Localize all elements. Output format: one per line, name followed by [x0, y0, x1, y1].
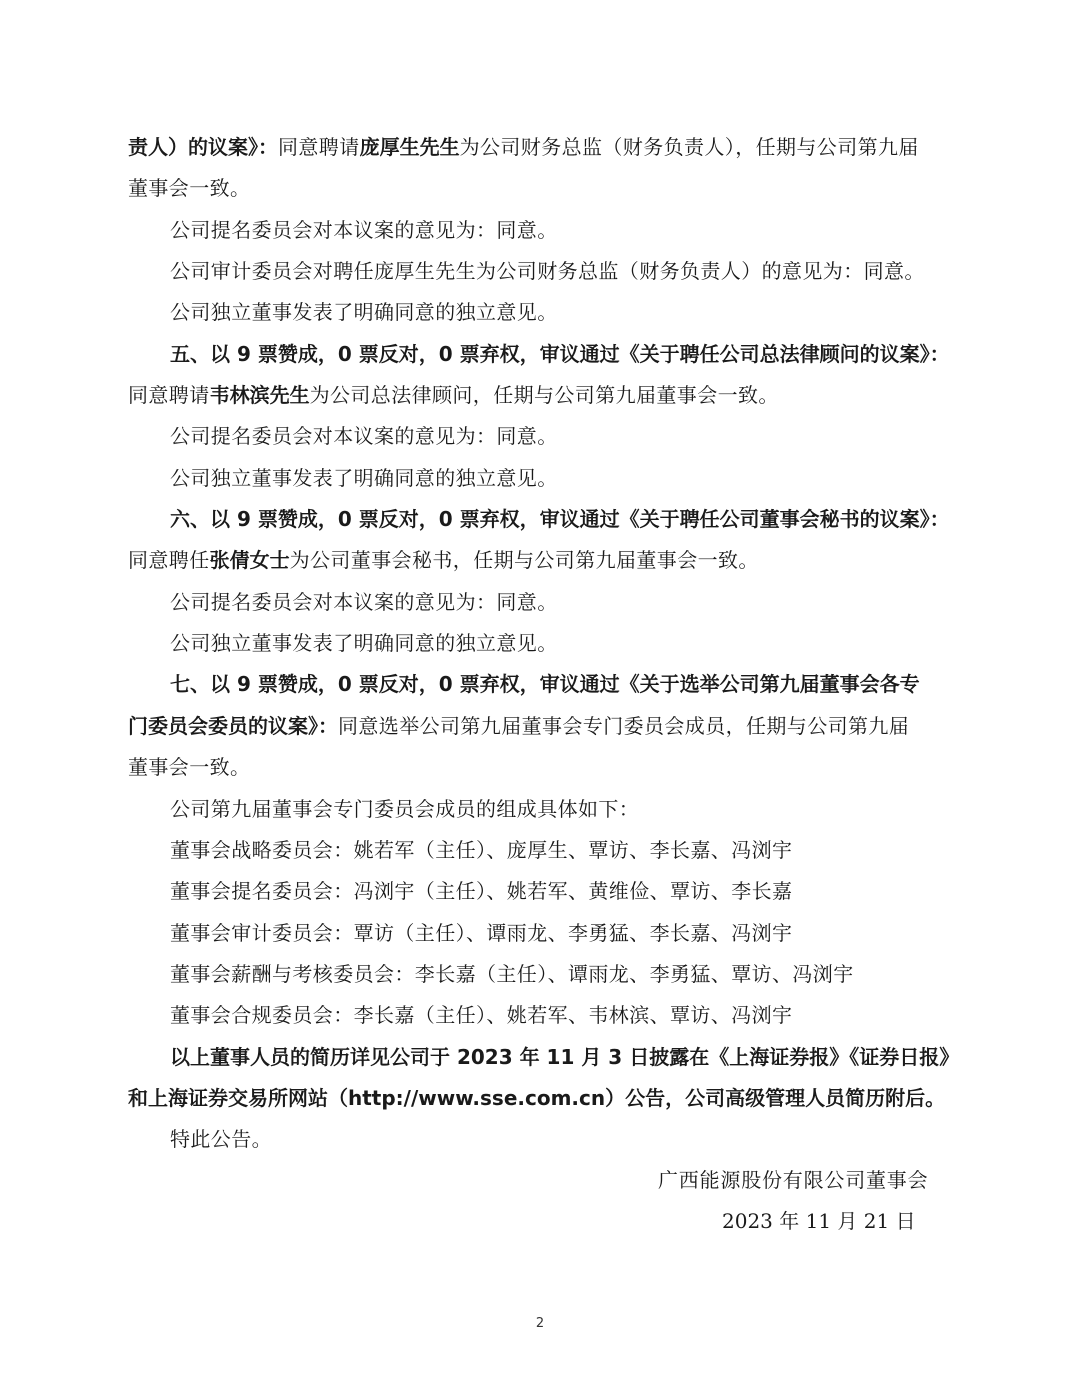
independent-director-opinion: 公司独立董事发表了明确同意的独立意见。: [170, 300, 558, 325]
item6-text: 为公司董事会秘书，任期与公司第九届董事会一致。: [289, 548, 759, 573]
item4-continuation-line: [128, 127, 954, 168]
independent-director-opinion: 公司独立董事发表了明确同意的独立意见。: [170, 465, 558, 490]
item5-heading: 五、以 9 票赞成，0 票反对，0 票弃权，审议通过《关于聘任公司总法律顾问的议案》：: [170, 341, 950, 366]
committee-intro: 公司第九届董事会专门委员会成员的组成具体如下：: [170, 796, 640, 821]
committee-compliance: 董事会合规委员会：李长嘉（主任）、姚若军、韦林滨、覃访、冯浏宇: [170, 1003, 793, 1028]
item7-title-tail: 门委员会委员的议案》：: [128, 713, 338, 738]
item7-heading: 七、以 9 票赞成，0 票反对，0 票弃权，审议通过《关于选举公司第九届董事会各专: [170, 672, 920, 697]
signature-date: 2023 年 11 月 21 日: [722, 1209, 916, 1233]
resume-notice-line2: 和上海证券交易所网站（http://www.sse.com.cn）公告，公司高级管理人员简历附后。: [128, 1085, 946, 1110]
appointee-name: 张倩女士: [209, 548, 290, 573]
item6-text: 同意聘任: [128, 548, 210, 573]
item7-text: 同意选举公司第九届董事会专门委员会成员，任期与公司第九届: [338, 713, 910, 738]
item7-text-line: 董事会一致。: [128, 755, 251, 780]
committee-remuneration: 董事会薪酬与考核委员会：李长嘉（主任）、谭雨龙、李勇猛、覃访、冯浏宇: [170, 961, 854, 986]
committee-strategy: 董事会战略委员会：姚若军（主任）、庞厚生、覃访、李长嘉、冯浏宇: [170, 837, 793, 862]
item6-heading: 六、以 9 票赞成，0 票反对，0 票弃权，审议通过《关于聘任公司董事会秘书的议案》：: [170, 507, 950, 532]
item5-text: 为公司总法律顾问，任期与公司第九届董事会一致。: [309, 383, 779, 408]
appointee-name: 韦林滨先生: [209, 383, 310, 408]
nomination-committee-opinion: 公司提名委员会对本议案的意见为：同意。: [170, 589, 558, 614]
nomination-committee-opinion: 公司提名委员会对本议案的意见为：同意。: [170, 424, 558, 449]
independent-director-opinion: 公司独立董事发表了明确同意的独立意见。: [170, 631, 558, 656]
audit-committee-opinion: 公司审计委员会对聘任庞厚生先生为公司财务总监（财务负责人）的意见为：同意。: [170, 259, 925, 284]
item4-text-line: 董事会一致。: [128, 176, 251, 201]
item4-title-tail: 责人）的议案》：: [128, 135, 278, 159]
signer: 广西能源股份有限公司董事会: [658, 1168, 929, 1192]
item6-text-line: [128, 540, 954, 581]
committee-nomination: 董事会提名委员会：冯浏宇（主任）、姚若军、黄维俭、覃访、李长嘉: [170, 879, 793, 904]
appointee-name: 庞厚生先生: [359, 135, 460, 159]
item4-text: 同意聘请: [278, 135, 360, 159]
document-body: [128, 127, 960, 1161]
item7-heading-continuation: [128, 706, 954, 747]
page-number: 2: [535, 1316, 545, 1331]
resume-notice-line1: 以上董事人员的简历详见公司于 2023 年 11 月 3 日披露在《上海证券报》《证券日报》: [170, 1044, 960, 1069]
item4-text: 为公司财务总监（财务负责人），任期与公司第九届: [459, 135, 919, 159]
announcement-closing: 特此公告。: [170, 1127, 272, 1152]
item5-text: 同意聘请: [128, 383, 210, 408]
item5-text-line: [128, 375, 954, 416]
nomination-committee-opinion: 公司提名委员会对本议案的意见为：同意。: [170, 217, 558, 242]
committee-audit: 董事会审计委员会：覃访（主任）、谭雨龙、李勇猛、李长嘉、冯浏宇: [170, 920, 793, 945]
